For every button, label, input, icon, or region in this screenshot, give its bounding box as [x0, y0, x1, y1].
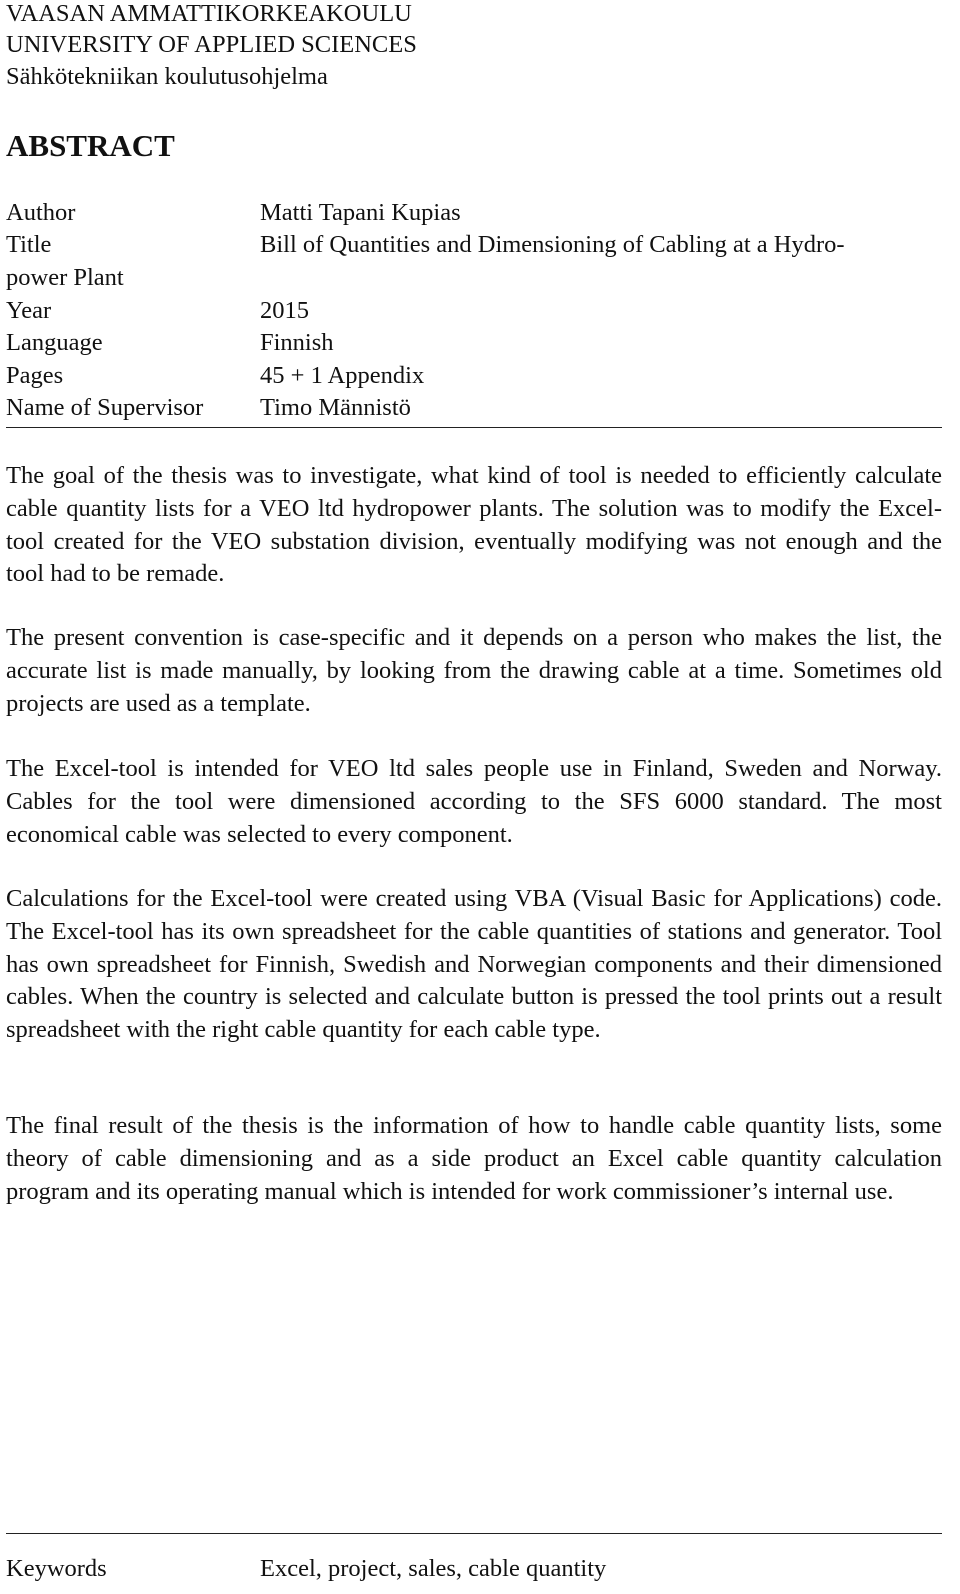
abstract-paragraph-result: The final result of the thesis is the information of how to handle cable quantity lists, some theory of cable dimensioning and as a side product an Excel cable quantity calculation program and its operating manual which is intended for work commissioner’s internal use.	[6, 1112, 942, 1205]
institution-name-fi: VAASAN AMMATTIKORKEAKOULU	[6, 0, 412, 27]
abstract-paragraph-excel-tool: The Excel-tool is intended for VEO ltd sales people use in Finland, Sweden and Norway. Cables for the tool were dimensioned according to the SFS 6000 standard. The most economical cable was selected to every component.	[6, 755, 942, 848]
pages-label: Pages	[6, 362, 64, 389]
keywords-value: Excel, project, sales, cable quantity	[260, 1555, 607, 1582]
meta-row-title	[6, 229, 942, 294]
year-label: Year	[6, 297, 52, 324]
abstract-paragraph-goal: The goal of the thesis was to investigate, what kind of tool is needed to efficiently calculate cable quantity lists for a VEO ltd hydropower plants. The solution was to modify the Excel-tool created for the VEO substation division, eventually modifying was not enough and the tool had to be remade.	[6, 462, 942, 588]
header-divider	[6, 427, 942, 428]
keywords-divider	[6, 1533, 942, 1534]
institution-name-en: UNIVERSITY OF APPLIED SCIENCES	[6, 31, 417, 58]
abstract-paragraph-convention: The present convention is case-specific and it depends on a person who makes the list, the accurate list is made manually, by looking from the drawing cable at a time. Sometimes old projects are used as a template.	[6, 624, 942, 717]
supervisor-value: Timo Männistö	[260, 394, 411, 421]
language-value: Finnish	[260, 329, 334, 356]
title-label: Title	[6, 231, 52, 258]
author-value: Matti Tapani Kupias	[260, 199, 461, 226]
language-label: Language	[6, 329, 103, 356]
abstract-page	[6, 0, 942, 1594]
title-value-line1: Bill of Quantities and Dimensioning of Cabling at a Hydro-	[260, 231, 845, 258]
keywords-label: Keywords	[6, 1555, 107, 1582]
abstract-paragraph-calculations: Calculations for the Excel-tool were created using VBA (Visual Basic for Applications) code. The Excel-tool has its own spreadsheet for the cable quantities of stations and generator. Tool has own spreadsheet for Finnish, Swedish and Norwegian components and their dimensioned cables. When the country is selected and calculate button is pressed the tool prints out a result spreadsheet with the right cable quantity for each cable type.	[6, 885, 942, 1044]
degree-programme: Sähkötekniikan koulutusohjelma	[6, 63, 328, 90]
title-value-line2: power Plant	[6, 263, 124, 291]
pages-value: 45 + 1 Appendix	[260, 362, 425, 389]
supervisor-label: Name of Supervisor	[6, 394, 204, 421]
abstract-heading: ABSTRACT	[6, 128, 175, 163]
year-value: 2015	[260, 297, 309, 324]
author-label: Author	[6, 199, 76, 226]
